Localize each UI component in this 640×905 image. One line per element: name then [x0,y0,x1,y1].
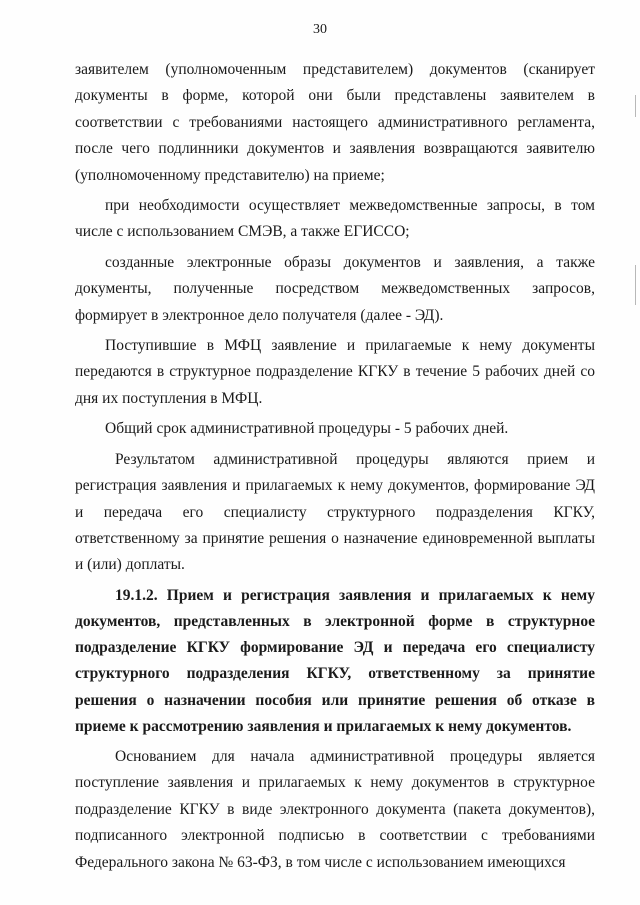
scan-edge-mark [635,265,636,305]
paragraph-procedure-basis: Основанием для начала административной процедуры является поступление заявления и прилагаемых к нему документов в структурное подразделение КГКУ в виде электронного документа (пакета документов), подписанного электронной подписью в соответствии с требованиями Федерального закона № 63-ФЗ, в том числе с использованием имеющихся [75,747,595,871]
document-body [75,57,595,876]
paragraph-electronic-images: созданные электронные образы документов и заявления, а также документы, полученные посредством межведомственных запросов, формирует в электронное дело получателя (далее - ЭД). [75,253,595,324]
paragraph-procedure-term: Общий срок административной процедуры - 5 рабочих дней. [105,420,509,438]
paragraph-interagency-requests: при необходимости осуществляет межведомственные запросы, в том числе с использованием СМЭВ, а также ЕГИССО; [75,197,595,241]
scan-edge-mark [635,95,636,117]
paragraph-procedure-result: Результатом административной процедуры являются прием и регистрация заявления и прилагаемых к нему документов, формирование ЭД и передача его специалисту структурного подразделения КГКУ, ответственному за принятие решения о назначение единовременной выплаты и (или) доплаты. [75,450,595,574]
section-heading-19-1-2: 19.1.2. Прием и регистрация заявления и прилагаемых к нему документов, представленных в электронной форме в структурное подразделение КГКУ формирование ЭД и передача его специалисту структурного подразделения КГКУ, ответственному за принятие решения о назначении пособия или принятие решения об отказе в приеме к рассмотрению заявления и прилагаемых к нему документов. [75,586,595,735]
page-number: 30 [313,22,327,37]
paragraph-scan-documents: заявителем (уполномоченным представителем) документов (сканирует документы в форме, которой они были представлены заявителем в соответствии с требованиями настоящего административного регламента, после чего подлинники документов и заявления возвращаются заявителю (уполномоченному представителю) на приеме; [75,61,595,184]
paragraph-mfc-transfer: Поступившие в МФЦ заявление и прилагаемые к нему документы передаются в структурное подразделение КГКУ в течение 5 рабочих дней со дня их поступления в МФЦ. [75,337,595,407]
